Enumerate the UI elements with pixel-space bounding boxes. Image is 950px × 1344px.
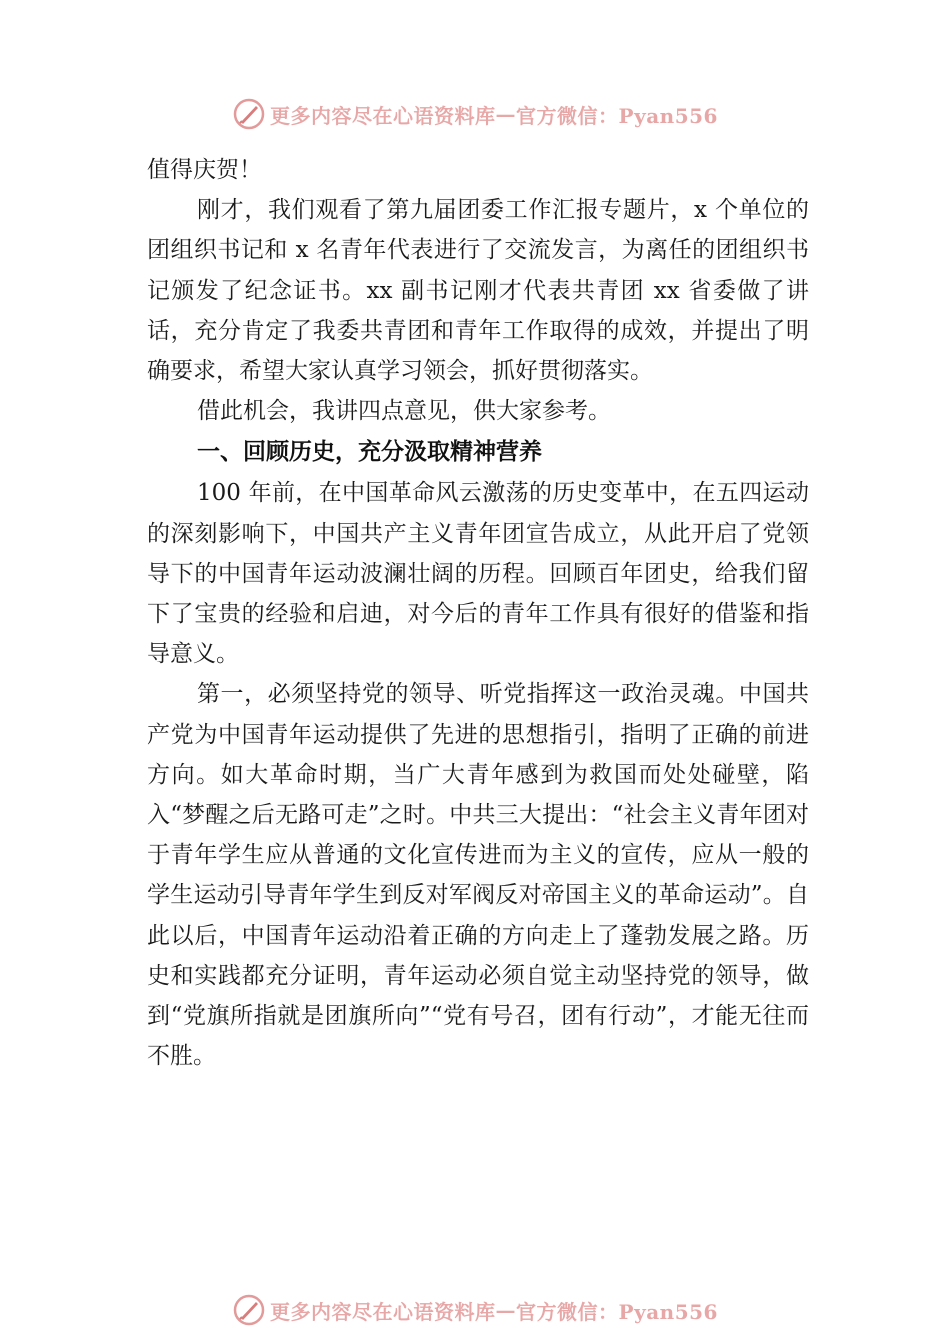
watermark-banner-top (0, 94, 950, 134)
paragraph-1: 值得庆贺！ (147, 157, 262, 183)
watermark-brand-text: 更多内容尽在心语资料库 (270, 103, 496, 128)
document-body (147, 150, 809, 1076)
watermark-dash: — (495, 1298, 517, 1322)
paragraph-4: 100 年前，在中国革命风云激荡的历史变革中，在五四运动的深刻影响下，中国共产主义青年团宣告成立，从此开启了党领导下的中国青年运动波澜壮阔的历程。回顾百年团史，给我们留下了宝贵的经验和启迪，对今后的青年工作具有很好的借鉴和指导意义。 (147, 480, 809, 668)
quill-circle-icon (232, 97, 266, 131)
paragraph-2: 刚才，我们观看了第九届团委工作汇报专题片，x 个单位的团组织书记和 x 名青年代表进行了交流发言，为离任的团组织书记颁发了纪念证书。xx 副书记刚才代表共青团 xx 省委做了讲话，充分肯定了我委共青团和青年工作取得的成效，并提出了明确要求，希望大家认真学习领会，抓好贯彻落实。 (147, 197, 809, 385)
quill-circle-icon (232, 1293, 266, 1327)
watermark-brand-text: 更多内容尽在心语资料库 (270, 1299, 496, 1324)
paragraph-3: 借此机会，我讲四点意见，供大家参考。 (197, 398, 611, 425)
watermark-wechat-text: 官方微信：Pyan556 (516, 103, 718, 128)
paragraph-5: 第一，必须坚持党的领导、听党指挥这一政治灵魂。中国共产党为中国青年运动提供了先进的思想指引，指明了正确的前进方向。如大革命时期，当广大青年感到为救国而处处碰壁，陷入“梦醒之后无路可走”之时。中共三大提出：“社会主义青年团对于青年学生应从普通的文化宣传进而为主义的宣传，应从一般的学生运动引导青年学生到反对军阀反对帝国主义的革命运动”。自此以后，中国青年运动沿着正确的方向走上了蓬勃发展之路。历史和实践都充分证明，青年运动必须自觉主动坚持党的领导，做到“党旗所指就是团旗所向”“党有号召，团有行动”，才能无往而不胜。 (147, 681, 809, 1070)
watermark-dash: — (495, 102, 517, 126)
section-heading-1: 一、回顾历史，充分汲取精神营养 (197, 439, 542, 466)
watermark-wechat-text: 官方微信：Pyan556 (516, 1299, 718, 1324)
watermark-banner-bottom (0, 1290, 950, 1330)
